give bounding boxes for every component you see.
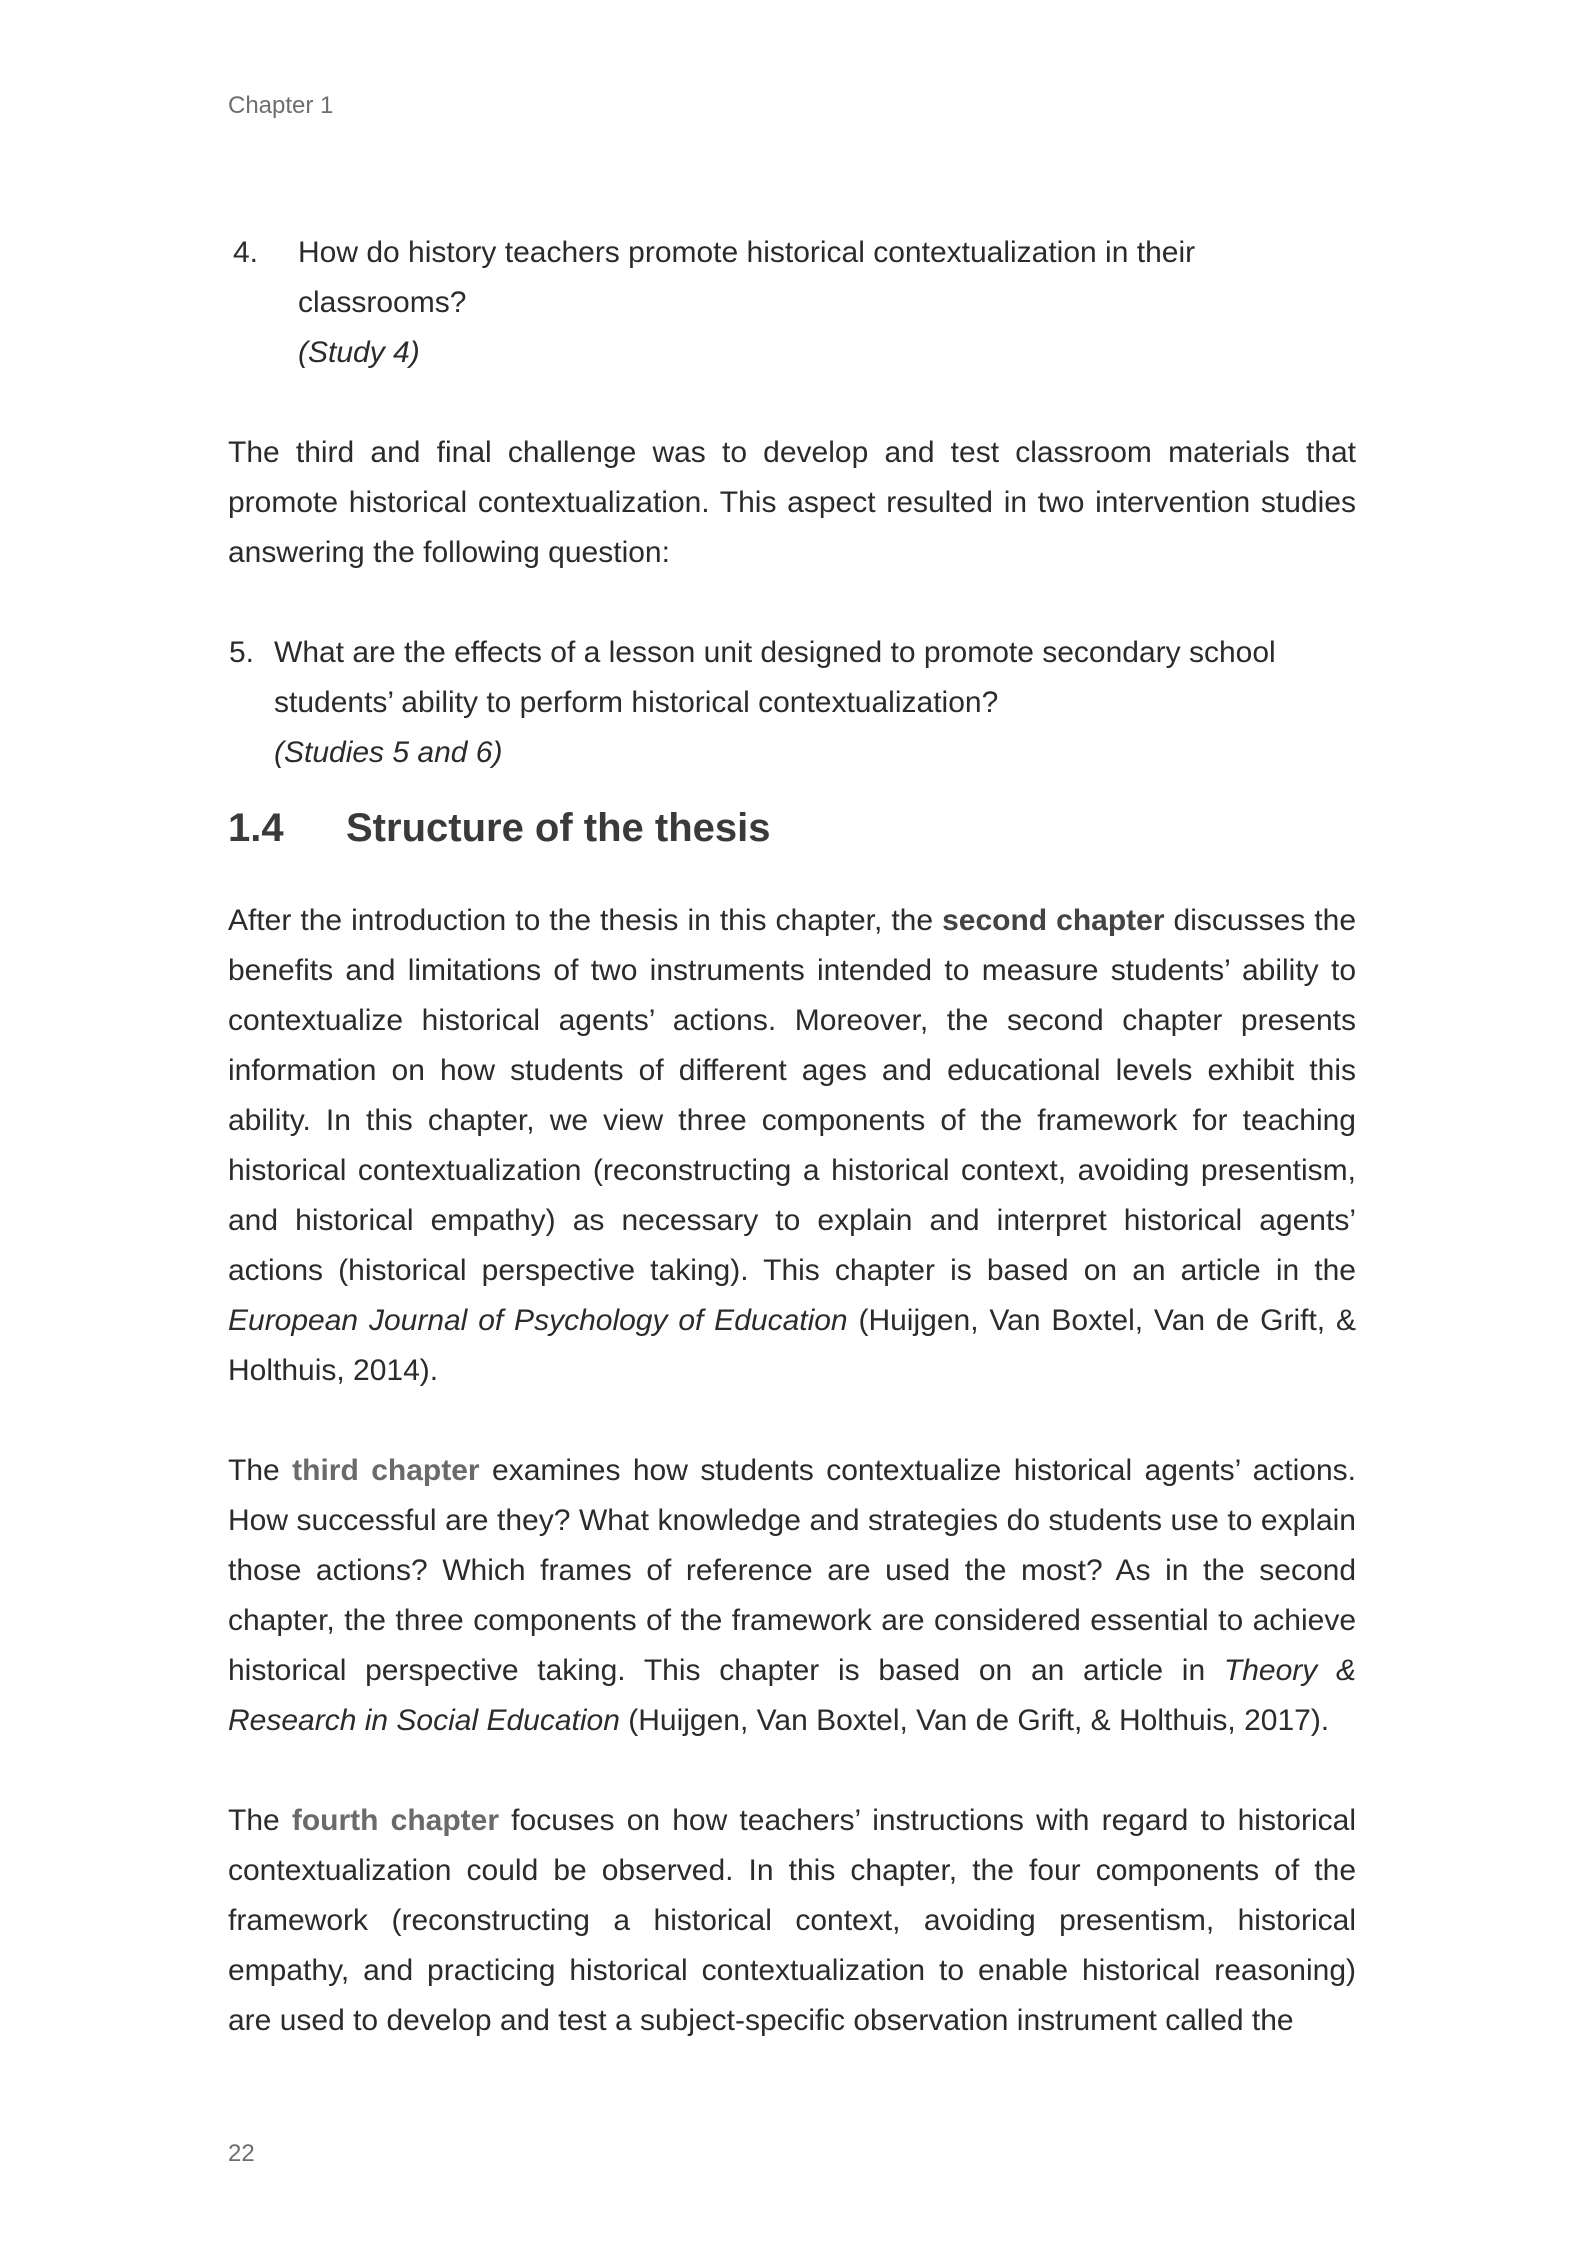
- text-run: (Huijgen, Van Boxtel, Van de Grift, & Holthuis, 2014).: [228, 1304, 1357, 1387]
- running-head: Chapter 1: [228, 92, 334, 119]
- bold-term: second chapter: [942, 904, 1165, 937]
- section-title: Structure of the thesis: [346, 806, 771, 850]
- section-heading: [228, 798, 1356, 858]
- question-note: (Study 4): [298, 336, 420, 369]
- journal-title: Theory & Research in Social Education: [228, 1654, 1356, 1737]
- paragraph-third-chapter: [228, 1446, 1356, 1746]
- question-note: (Studies 5 and 6): [274, 736, 503, 769]
- text-run: After the introduction to the thesis in this chapter, the: [228, 904, 943, 937]
- paragraph-fourth-chapter: [228, 1796, 1356, 2046]
- question-text: What are the effects of a lesson unit designed to promote secondary school students’ ability to perform historical contextualization?: [274, 636, 1276, 719]
- question-body: [298, 228, 1356, 378]
- question-text: How do history teachers promote historical contextualization in their classrooms?: [298, 236, 1196, 319]
- paragraph-second-chapter: [228, 896, 1356, 1396]
- intro-paragraph: The third and final challenge was to develop and test classroom materials that promote historical contextualization. This aspect resulted in two intervention studies answering the following question:: [228, 436, 1356, 569]
- text-run: The: [228, 1804, 292, 1837]
- text-run: discusses the benefits and limitations of two instruments intended to measure students’ ability to contextualize historical agents’ actions. Moreover, the second chapter presents information on how students of different ages and educational levels exhibit this ability. In this chapter, we view three components of the framework for teaching historical contextualization (reconstructing a historical context, avoiding presentism, and historical empathy) as necessary to explain and interpret historical agents’ actions (historical perspective taking). This chapter is based on an article in the: [228, 904, 1357, 1287]
- text-run: (Huijgen, Van Boxtel, Van de Grift, & Holthuis, 2017).: [619, 1704, 1330, 1737]
- question-number: 5.: [228, 636, 254, 669]
- question-body: [274, 628, 1356, 778]
- page-content: [228, 228, 1356, 2046]
- section-number: 1.4: [228, 806, 284, 850]
- bold-term: fourth chapter: [291, 1804, 500, 1837]
- text-run: examines how students contextualize historical agents’ actions. How successful are they? What knowledge and strategies do students use to explain those actions? Which frames of reference are used the most? As in the second chapter, the three components of the framework are considered essential to achieve historical perspective taking. This chapter is based on an article in: [228, 1454, 1357, 1687]
- page-number: 22: [228, 2140, 255, 2167]
- text-run: focuses on how teachers’ instructions with regard to historical contextualization could be observed. In this chapter, the four components of the framework (reconstructing a historical context, avoiding presentism, historical empathy, and practicing historical contextualization to enable historical reasoning) are used to develop and test a subject-specific observation instrument called the: [228, 1804, 1356, 2037]
- question-number: 4.: [232, 236, 258, 269]
- text-run: The: [228, 1454, 293, 1487]
- bold-term: third chapter: [292, 1454, 480, 1487]
- research-question-4: [228, 228, 1356, 378]
- journal-title: European Journal of Psychology of Education: [228, 1304, 848, 1337]
- research-question-5: [228, 628, 1356, 778]
